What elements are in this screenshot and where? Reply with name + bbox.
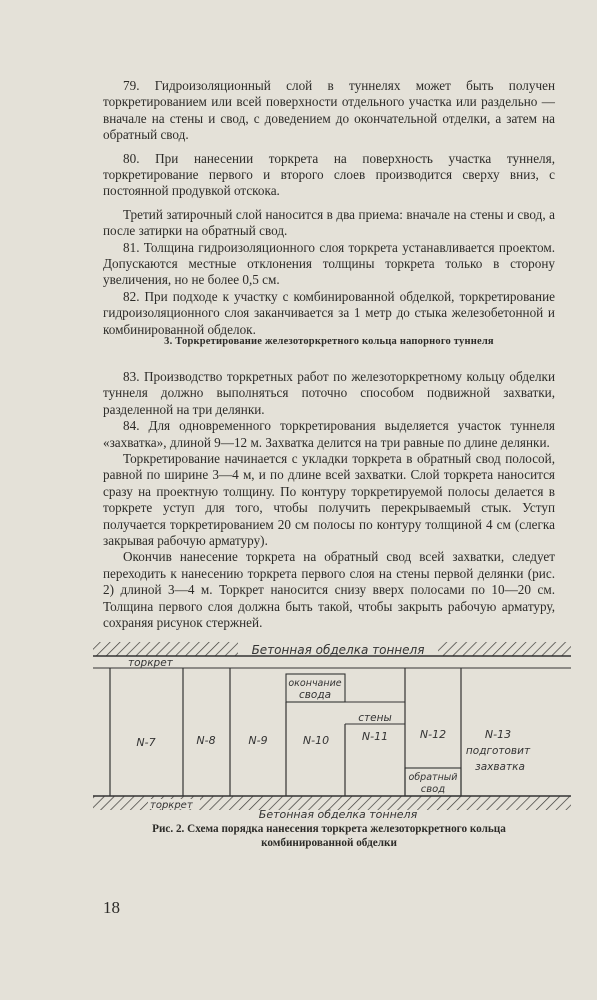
cell-label-n13: N-13 <box>484 728 512 741</box>
paragraph-80: 80. При нанесении торкрета на поверхность участка туннеля, торкретирование первого и второго слоев производится сверху вниз, с постоянной продувкой отскока. <box>103 150 555 199</box>
okonchanie-label-1: окончание <box>288 678 342 689</box>
top-lining-label: Бетонная обделка тоннеля <box>251 643 425 657</box>
torkret-bottom-label: торкрет <box>150 800 193 811</box>
cell-label-n9: N-9 <box>248 734 268 747</box>
section-title: 3. Торкретирование железоторкретного кольца напорного туннеля <box>164 336 494 347</box>
paragraph-84: 84. Для одновременного торкретирования выделяется участок туннеля «захватка», длиной 9—12 м. Захватка делится на три равные по длине делянки. <box>103 418 555 450</box>
paragraph-79: 79. Гидроизоляционный слой в туннелях может быть получен торкретированием или всей поверхности отдельного участка или раздельно — вначале на стены и свод, с доведением до окончательной отделки, а затем на обратный свод. <box>103 78 555 143</box>
caption-line-2: комбинированной обделки <box>261 837 397 849</box>
cell-label-n8: N-8 <box>196 734 216 747</box>
cell-label-n12: N-12 <box>419 728 447 741</box>
obratny-label-1: обратный <box>408 772 458 783</box>
text-block-top <box>103 78 555 338</box>
text-block-bottom <box>103 369 555 632</box>
bottom-lining-label: Бетонная обделка тоннеля <box>258 808 418 819</box>
paragraph-83: 83. Производство торкретных работ по железоторкретному кольцу обделки туннеля должно выполняться поточно способом подвижной захватки, разделенной на три делянки. <box>103 369 555 417</box>
torkret-top-label: торкрет <box>128 657 173 669</box>
page-number: 18 <box>103 898 120 917</box>
steny-label: стены <box>358 712 392 724</box>
scheme-diagram <box>88 634 588 819</box>
paragraph-torkret-start: Торкретирование начинается с укладки торкрета в обратный свод полосой, равной по ширине 3—4 м, и по длине всей захватки. Слой торкрета наносится сразу на проектную толщину. По контуру торкретируемой полосы делается в торкрете уступ для того, чтобы получить перекрываемый стык. Уступ получается торкретированием 20 см полосы по контуру толщиной 4 см (слегка закрывая рабочую арматуру). <box>103 451 555 549</box>
paragraph-81: 81. Толщина гидроизоляционного слоя торкрета устанавливается проектом. Допускаются местные отклонения толщины торкрета только в сторону увеличения, но не более 0,5 см. <box>103 239 555 288</box>
paragraph-third-layer: Третий затирочный слой наносится в два приема: вначале на стены и свод, а после затирки на обратный свод. <box>103 206 555 239</box>
obratny-label-2: свод <box>420 784 446 795</box>
okonchanie-label-2: свода <box>298 689 332 701</box>
caption-line-1: Рис. 2. Схема порядка нанесения торкрета железоторкретного кольца <box>152 823 506 835</box>
zakhvatka-label: захватка <box>475 761 525 773</box>
figure-scheme <box>88 634 588 819</box>
paragraph-82: 82. При подходе к участку с комбинированной обделкой, торкретирование гидроизоляционного слоя заканчивается за 1 метр до стыка железобетонной и комбинированной обделок. <box>103 288 555 337</box>
figure-caption <box>103 822 555 850</box>
cell-label-n10: N-10 <box>302 734 330 747</box>
cell-label-n7: N-7 <box>136 736 156 749</box>
podgotovit-label: подготовит <box>465 745 531 757</box>
paragraph-first-layer: Окончив нанесение торкрета на обратный свод всей захватки, следует переходить к нанесению торкрета первого слоя на стены первой делянки (рис. 2) длиной 3—4 м. Торкрет наносится снизу вверх полосами по 10—20 см. Толщина первого слоя должна быть такой, чтобы закрыть рабочую арматуру, сохраняя рисунок стержней. <box>103 549 555 631</box>
cell-label-n11: N-11 <box>361 730 389 743</box>
